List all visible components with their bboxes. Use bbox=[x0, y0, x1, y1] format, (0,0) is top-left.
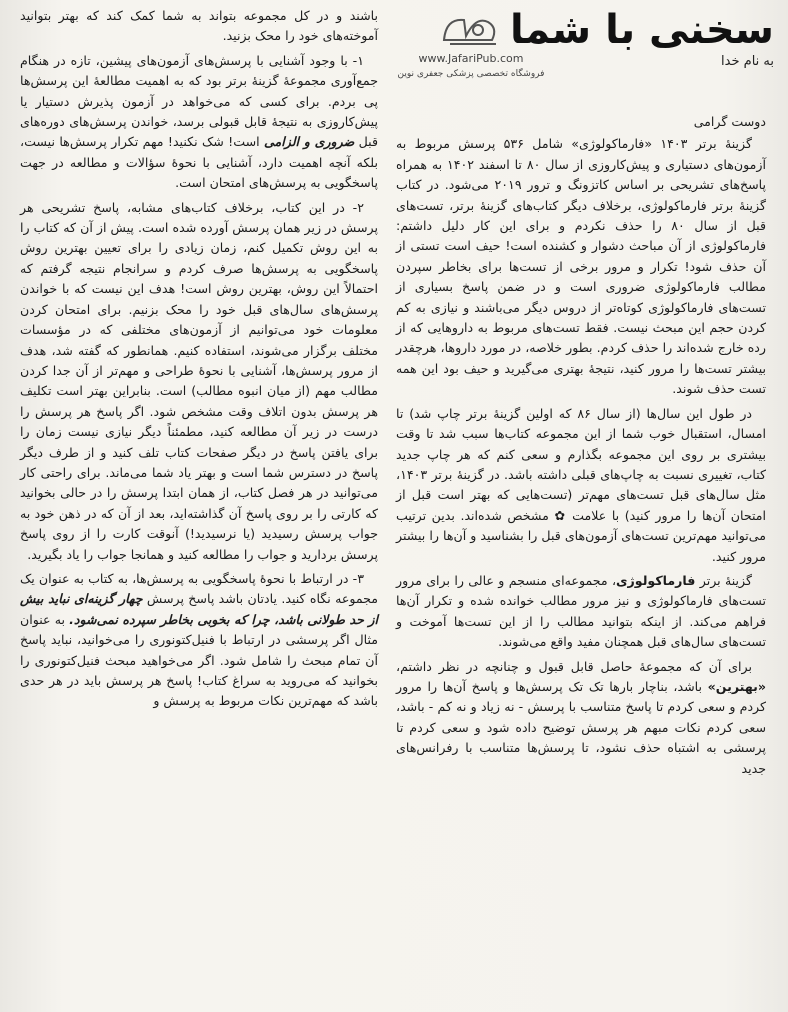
page-title: سخنی با شما bbox=[509, 7, 774, 53]
right-column bbox=[396, 112, 766, 779]
publisher-shop-name: فروشگاه تخصصی پزشکی جعفری نوین bbox=[397, 69, 545, 79]
left-column bbox=[20, 6, 378, 712]
paragraph-best bbox=[396, 657, 766, 779]
point-1-start: ۱- با وجود آشنایی با پرسش‌های آزمون‌های پیشین، تازه در هنگام جمع‌آوری مجموعهٔ گزینهٔ برتر بود که به اهمیت مطالعهٔ این پرسش‌ها پی بردم. برای کسی که می‌خواهد در آزمون پذیرش دستیار یا پیش‌کاروزی به نتیجهٔ قابل قبولی برسد، خواندن پرسش‌های دوره‌های قبل bbox=[20, 52, 378, 150]
paragraph-continuation: باشند و در کل مجموعه بتواند به شما کمک کند که بهتر بتوانید آموخته‌های خود را محک بزنید. bbox=[20, 8, 378, 44]
emphasis-mandatory: ضروری و الزامی bbox=[264, 134, 355, 150]
paragraph-point-1 bbox=[20, 51, 378, 194]
publisher-logo-icon bbox=[436, 10, 506, 50]
page-subtitle: به نام خدا bbox=[721, 54, 774, 69]
publisher-logo bbox=[396, 10, 546, 102]
paragraph-point-2: ۲- در این کتاب، برخلاف کتاب‌های مشابه، پاسخ تشریحی هر پرسش در زیر همان پرسش آورده شده است. پیش از آن که کتاب را به این روش تکمیل کنم، زمان زیادی را برای تعیین بهترین روش پاسخگویی به پرسش‌ها صرف کردم و سرانجام نتیجه گرفتم که احتمالاً این روش، بهترین روش است! هدف این نیست که با خواندن پرسش‌های سال‌های قبل خود را محک بزنیم. برای امتحان کردن معلومات خود می‌توانیم از آزمون‌های مختلفی که در مؤسسات مختلف برگزار می‌شوند، استفاده کنیم. همانطور که گفته شد، هدف از مرور پرسش‌ها، آشنایی با نحوهٔ طراحی و مهم‌تر از آن جدا کردن مطالب مهم (از میان انبوه مطالب) است. بنابراین بهتر است تکلیف هر پرسش بدون اتلاف وقت مشخص شود. اگر پاسخ هر پرسش را درست در زیر آن مطالعه کنید، مطمئناً دیگر نیازی نیست زمان را برای یافتن پاسخ در دیگر صفحات کتاب تلف کنید و از طرف دیگر پاسخ در دسترس شما است و بهتر یاد شما می‌ماند. برای راحتی کار می‌توانید در هر فصل کتاب، از همان ابتدا پرسش را در حالی بخوانید که کارتی را بر روی پاسخ آن گذاشته‌اید، بعد از آن که در ذهن خود به جواب پرسش رسیدید (یا نرسیدید!) آنوقت کارت را از روی پاسخ پرسش بردارید و جواب را مطالعه کنید و همانجا جواب را یاد بگیرید. bbox=[20, 199, 378, 562]
paragraph-best-start: برای آن که مجموعهٔ حاصل قابل قبول و چنانچه در نظر داشتم، bbox=[396, 658, 752, 674]
point-3-rest: به عنوان مثال اگر پرسشی در ارتباط با فنیل‌کتونوری را می‌خوانید، نباید پاسخ آن تمام مبحث را شامل شود. اگر می‌خواهید مبحث فنیل‌کتونوری را بخوانید که می‌روید به سراغ کتاب! پاسخ هر پرسش باید در هر حدی باشد که مهم‌ترین نکات مربوط به پرسش و bbox=[20, 611, 378, 709]
paragraph-summary-start: گزینهٔ برتر bbox=[695, 572, 752, 588]
publisher-website: www.JafariPub.com bbox=[418, 52, 524, 65]
emphasis-best: «بهترین» bbox=[707, 678, 766, 694]
greeting: دوست گرامی bbox=[693, 114, 766, 129]
point-3-start: ۳- در ارتباط با نحوهٔ پاسخگویی به پرسش‌ها، به کتاب به عنوان یک مجموعه نگاه کنید. یادتان باشد پاسخ پرسش bbox=[20, 570, 379, 607]
point-1-rest: است! شک نکنید! مهم تکرار پرسش‌ها نیست، بلکه آنچه اهمیت دارد، آشنایی با نحوهٔ سؤالات و مطالعه در جهت پاسخگویی به پرسش‌های امتحان است. bbox=[20, 134, 378, 191]
emphasis-answer-length: چهار گزینه‌ای نباید بیش از حد طولانی باشد، چرا که بخوبی بخاطر سپرده نمی‌شود. bbox=[20, 591, 378, 627]
paragraph-point-3 bbox=[20, 569, 378, 712]
emphasis-subject: فارماکولوژی bbox=[616, 572, 696, 588]
paragraph-history: در طول این سال‌ها (از سال ۸۶ که اولین گزینهٔ برتر چاپ شد) تا امسال، استقبال خوب شما از این مجموعه کتاب‌ها سبب شد تا وقت بیشتری بر روی این مجموعه بگذارم و سعی کنم که هر چاپ جدید کتاب، تغییری نسبت به چاپ‌های قبلی داشته باشد. در گزینهٔ برتر ۱۴۰۳، مثل سال‌های قبل تست‌های مهم‌تر (تست‌هایی که بهتر است قبل از امتحان آن‌ها را مرور کنید) با علامت ✿ مشخص شده‌اند. بدین ترتیب می‌توانید مهم‌ترین تست‌های آزمون‌های قبل را بشناسید و آن‌ها را بیشتر مرور کنید. bbox=[396, 405, 766, 564]
page-header bbox=[394, 4, 774, 114]
paragraph-summary bbox=[396, 571, 766, 653]
paragraph-best-rest: باشد، بناچار بارها تک تک پرسش‌ها و پاسخ آن‌ها را مرور کردم و سعی کردم تا پاسخ متناسب با پرسش - نه زیاد و نه کم - باشد، سعی کردم نکات مبهم هر پرسش توضیح داده شود و سعی کردم تا پرسشی به اشتباه حذف نشود، تا پرسش‌ها متناسب با رفرانس‌های جدید bbox=[396, 678, 766, 776]
paragraph-summary-rest: ، مجموعه‌ای منسجم و عالی را برای مرور تست‌های فارماکولوژی و نیز مرور مطالب خوانده شده و تکرار آن‌ها فراهم می‌کند. از اینکه بتوانید مطالب را از این تست‌ها آموخت و تست‌های سال‌های قبل همچنان مفید واقع می‌شوند. bbox=[396, 572, 766, 650]
paragraph-intro: گزینهٔ برتر ۱۴۰۳ «فارماکولوژی» شامل ۵۳۶ پرسش مربوط به آزمون‌های دستیاری و پیش‌کاروزی از سال ۸۰ تا اسفند ۱۴۰۲ به همراه پاسخ‌های تشریحی بر اساس کاتزونگ و ترور ۲۰۱۹ می‌شود. در کتاب گزینهٔ برتر فارماکولوژی، برخلاف دیگر کتاب‌های گزینهٔ برتر، تست‌های قبل از سال ۸۰ را حذف نکردم و برای این کار دلیل داشتم: فارماکولوژی از آن مباحث دشوار و کشنده است! حیف است تستی از آن حذف شود! تکرار و مرور برخی از تست‌ها برای بخاطر سپردن مطالب فارماکولوژی ضروری است و در ضمن پاسخ بسیاری از تست‌های فارماکولوژی کوتاه‌تر از دروس دیگر می‌باشند و نیازی به کم کردن حجم این مبحث نیست. فقط تست‌های مربوط به داروهایی که از رده خارج شده‌اند را حذف کردم. بطور خلاصه، در مورد داروها، هرچقدر بیشتر تست‌ها را مرور کنید، نتیجهٔ بهتری می‌گیرید و حیف بود این همه تست حذف شوند. bbox=[396, 136, 766, 397]
